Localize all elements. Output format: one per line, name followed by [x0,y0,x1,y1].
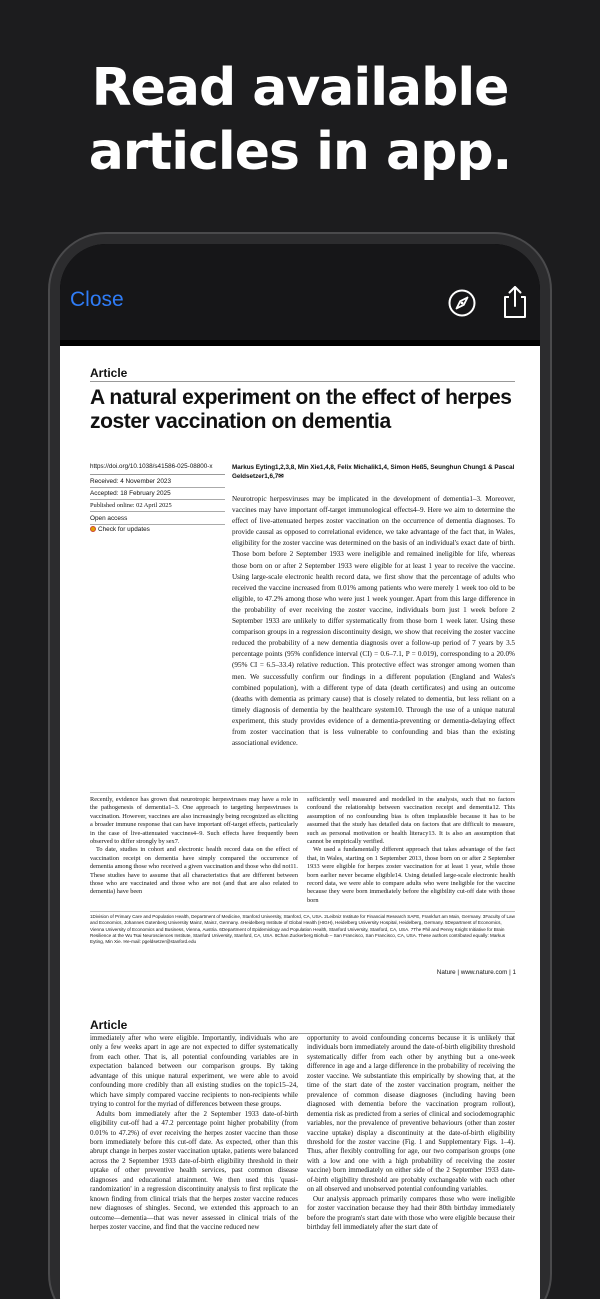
body-column-right [307,796,515,905]
divider [90,911,515,912]
body-column-left [90,796,298,897]
body-column-left [90,1034,298,1233]
open-access-label: Open access [90,513,225,525]
promo-headline-line2: articles in app. [88,122,512,182]
article-title: A natural experiment on the effect of herpes zoster vaccination on dementia [90,386,512,433]
phone-screen [60,244,540,1299]
body-paragraph: sufficiently well measured and modelled in the analysis, such that no factors confound the relationship between vaccination receipt and dementia12. This assumption of no confounding bias is often implausible because it has to be assumed that the study has detailed data on factors that are difficult to measure, such as personal motivation or health literacy13. It is also an assumption that cannot be empirically verified. [307,796,515,846]
divider [90,792,515,793]
promo-headline [0,56,600,184]
body-paragraph: To date, studies in cohort and electronic health record data on the effect of vaccination receipt on dementia have simply compared the occurrence of dementia among those who received a given vaccination and those who did not11. These studies have to assume that all characteristics that are different between those who are vaccinated and those who are not (and that are also related to dementia) have been [90,846,298,896]
article-page-2[interactable] [60,996,540,1299]
article-section-label: Article [90,366,128,380]
body-paragraph: immediately after who were eligible. Importantly, individuals who are only a few weeks apart in age are not expected to differ systematically from each other. That is, all potential confounding variables are in expectation balanced between our comparison groups. By taking advantage of this unique natural experiment, we were able to avoid confounding more credibly than all existing studies on the topic15–24, which have simply compared vaccine recipients to non-recipients while trying to control for the myriad of differences between these groups. [90,1034,298,1109]
published-date: Published online: 02 April 2025 [90,500,225,512]
compass-icon[interactable] [447,288,477,318]
body-paragraph: opportunity to avoid confounding concerns because it is unlikely that individuals born immediately around the date-of-birth eligibility threshold systematically differ from each other by anything but a one-week difference in age and a large difference in the probability of receiving the zoster vaccine. We substantiate this empirically by showing that, at the time of the start date of the zoster vaccination program, neither the prevalence of common disease diagnoses (including having been diagnosed with dementia before the vaccination program rollout), dementia risk as predicted from a series of clinical and sociodemographic variables, nor the prevalence of preventive behaviours (other than zoster vaccine uptake) display a discontinuity at the date-of-birth eligibility threshold for the zoster vaccine (Fig. 1 and Supplementary Figs. 1–4). Thus, after flexibly controlling for age, our two comparison groups (one with a low and one with a high probability of receiving the zoster vaccine) born immediately on either side of the 2 September 1933 date-of-birth eligibility threshold are probably exchangeable with each other on all observed and unobserved potential confounding variables. [307,1034,515,1194]
accepted-date: Accepted: 18 February 2025 [90,488,225,500]
article-authors: Markus Eyting1,2,3,8, Min Xie1,4,8, Felix Michalik1,4, Simon Heß5, Seunghun Chung1 & Pascal Geldsetzer1,6,7✉ [232,464,515,480]
body-paragraph: Recently, evidence has grown that neurotropic herpesviruses may have a role in the pathogenesis of dementia1–3. One approach to targeting herpesviruses is vaccination. However, vaccines are also increasingly being recognized as eliciting a broader immune response that can have important off-target effects, particularly in the case of live-attenuated vaccines4–9. Such effects have frequently been observed to differ strongly by sex7. [90,796,298,846]
article-abstract: Neurotropic herpesviruses may be implicated in the development of dementia1–3. Moreover, vaccines may have important off-target immunological effects4–9. Here we aim to determine the effect of live-attenuated herpes zoster vaccination on the occurrence of dementia diagnoses. To provide causal as opposed to correlational evidence, we take advantage of the fact that, in Wales, eligibility for the zoster vaccine was determined on the basis of an individual's exact date of birth. Those born before 2 September 1933 were ineligible and remained ineligible for life, whereas those born on or after 2 September 1933 were eligible for at least 1 year to receive the vaccine. Using large-scale electronic health record data, we first show that the percentage of adults who received the vaccine increased from 0.01% among patients who were merely 1 week too old to be eligible, to 47.2% among those who were just 1 week younger. Apart from this large difference in the probability of ever receiving the zoster vaccine, individuals born just 1 week before 2 September 1933 are unlikely to differ systematically from those born 1 week later. Using these comparison groups in a regression discontinuity design, we show that receiving the zoster vaccine reduced the probability of a new dementia diagnosis over a follow-up period of 7 years by 3.5 percentage points (95% confidence interval (CI) = 0.6–7.1, P = 0.019), corresponding to a 20.0% (95% CI = 6.5–33.4) relative reduction. This protective effect was stronger among women than men. We successfully confirm our findings in a different population (England and Wales's combined population), with a different type of data (death certificates) and using an outcome (deaths with dementia as primary cause) that is closely related to dementia, but less reliant on a timely diagnosis of dementia by the healthcare system10. Through the use of a unique natural experiment, this study provides evidence of a dementia-preventing or dementia-delaying effect from zoster vaccination that is less vulnerable to confounding and bias than the existing associational evidence. [232,495,515,748]
promo-headline-line1: Read available [91,58,509,118]
share-icon[interactable] [500,284,530,320]
received-date: Received: 4 November 2023 [90,476,225,488]
close-button[interactable]: Close [70,288,124,311]
reader-toolbar [60,244,540,340]
body-paragraph: Adults born immediately after the 2 September 1933 date-of-birth eligibility cut-off had a 47.2 percentage point higher probability (from 0.01% to 47.2%) of ever receiving the herpes zoster vaccine than those born immediately before this cut-off date. As expected, other than this abrupt change in herpes zoster vaccination uptake, patients were balanced across the 2 September 1933 date-of-birth eligibility threshold in their uptake of other preventive health services, past common disease diagnoses and educational attainment. We then used this 'quasi-randomization' in a regression discontinuity analysis to first replicate the known finding from clinical trials that the herpes zoster vaccine reduces new diagnoses of shingles. Second, we extended this approach to an outcome—dementia—that was never assessed in clinical trials of the herpes zoster vaccine, and find that the vaccine reduced new [90,1109,298,1232]
page-footer: Nature | www.nature.com | 1 [436,969,516,976]
body-column-right [307,1034,515,1233]
divider [90,381,515,382]
check-updates-link[interactable] [90,524,225,535]
article-section-label: Article [90,1018,128,1032]
article-page-1[interactable] [60,346,540,998]
check-updates-icon [90,526,96,532]
divider [90,474,225,475]
article-doi[interactable]: https://doi.org/10.1038/s41586-025-08800-x [90,463,213,470]
body-paragraph: We used a fundamentally different approach that takes advantage of the fact that, in Wales, starting on 1 September 2013, those born on or after 2 September 1933 were eligible for herpes zoster vaccination for at least 1 year, while those born earlier never became eligible14. Using detailed large-scale electronic health record data, we were able to compare adults who were ineligible for the vaccine because they were born immediately before the eligibility cut-off date with those born [307,846,515,904]
affiliations-footnotes: 1Division of Primary Care and Population Health, Department of Medicine, Stanford University, Stanford, CA, USA. 2Leibniz Institute for Financial Research SAFE, Frankfurt am Main, Germany. 3Faculty of Law and Economics, Johannes Gutenberg University Mainz, Mainz, Germany. 4Heidelberg Institute of Global Health (HIGH), Heidelberg University Hospital, Heidelberg, Germany. 5Department of Economics, Vienna University of Economics and Business, Vienna, Austria. 6Department of Epidemiology and Population Health, Stanford University, Stanford, CA, USA. 7The Phil and Penny Knight Initiative for Brain Resilience at the Wu Tsai Neurosciences Institute, Stanford University, Stanford, CA, USA. 8Chan Zuckerberg Biohub – San Francisco, San Francisco, CA, USA. These authors contributed equally: Markus Eyting, Min Xie. ✉e-mail: pgeldsetzer@stanford.edu [90,914,515,945]
body-paragraph: Our analysis approach primarily compares those who were ineligible for zoster vaccination because they had their 80th birthday immediately before the program's start date with those who were eligible because their birthday fell immediately after the start date of [307,1194,515,1232]
check-updates-label: Check for updates [98,526,150,533]
